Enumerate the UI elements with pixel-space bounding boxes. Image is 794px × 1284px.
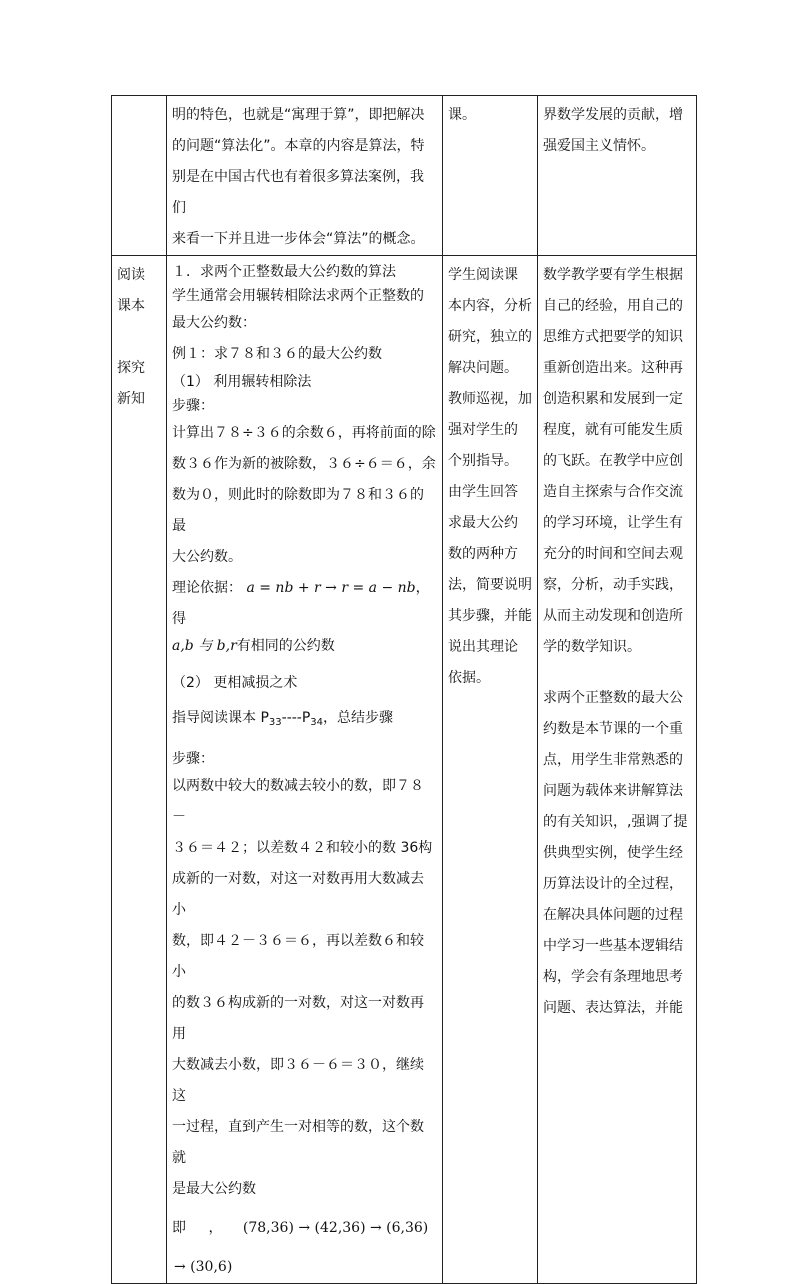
sequence-line [172, 1213, 437, 1244]
theory-tail: ，得 [172, 580, 430, 627]
row2-col2-cell [167, 256, 443, 1284]
text-line: 计算出７８÷３６的余数６，再将前面的除 [172, 425, 436, 441]
text-line: 思维方式把要学的知识 [543, 329, 683, 345]
text-line: 自己的经验，用自己的 [543, 298, 683, 314]
text-line: 造自主探索与合作交流 [543, 484, 683, 500]
activity-column [443, 256, 537, 694]
row1-col1-cell [112, 96, 167, 256]
text-line: 察，分析，动手实践， [543, 577, 683, 593]
guide-prefix: 指导阅读课本 P [172, 710, 269, 726]
text-line: 约数是本节课的一个重 [543, 721, 683, 737]
theory-line [172, 573, 437, 635]
text-line: 来看一下并且进一步体会“算法”的概念。 [172, 231, 425, 247]
row2-col1-cell [112, 256, 167, 1284]
text-line: 程度，就有可能发生质 [543, 422, 683, 438]
intent-paragraph-1 [543, 260, 691, 663]
sequence-formula-2: → (30,6) [174, 1259, 233, 1275]
text-line: 的问题“算法化”。本章的内容是算法，特 [172, 138, 425, 154]
page-subscript: 33 [268, 717, 282, 728]
text-line: 本内容，分析 [448, 298, 532, 314]
text-line: 充分的时间和空间去观 [543, 546, 683, 562]
text-line: 强爱国主义情怀。 [543, 138, 655, 154]
text-line: 创造积累和发展到一定 [543, 391, 683, 407]
table-row [112, 256, 697, 1284]
text-line: 教师巡视，加 [448, 391, 532, 407]
guide-suffix: ，总结步骤 [323, 710, 394, 726]
text-line: 解决问题。 [448, 360, 518, 376]
text-line: 数３６作为新的被除数，３６÷６＝６，余 [172, 456, 436, 472]
page-subscript: 34 [310, 717, 324, 728]
text-line: 大公约数。 [172, 549, 242, 565]
text-line: 课。 [448, 107, 476, 123]
text-line: 数的两种方 [448, 546, 518, 562]
stage-label: 阅读 [117, 267, 145, 283]
sequence-line-2 [172, 1252, 437, 1283]
sequence-formula: (78,36) → (42,36) → (6,36) [242, 1220, 429, 1236]
method-title: （1） 利用辗转相除法 [172, 374, 312, 390]
text-line: 的飞跃。在教学中应创 [543, 453, 683, 469]
text-line: 说出其理论 [448, 639, 518, 655]
row2-col3-cell [443, 256, 538, 1284]
text-line: 从而主动发现和创造所 [543, 608, 683, 624]
method-title: （2） 更相减损之术 [172, 675, 298, 691]
text-line: 一过程，直到产生一对相等的数，这个数就 [172, 1119, 424, 1166]
text-line: 是最大公约数 [172, 1181, 256, 1197]
theory-math: a,b 与 b,r [172, 638, 237, 654]
theory-text: 有相同的公约数 [236, 638, 335, 654]
table-row [112, 96, 697, 256]
text-line: 数学教学要有学生根据 [543, 267, 683, 283]
row2-col4-cell [538, 256, 697, 1284]
text-line: 数为０，则此时的除数即为７８和３６的最 [172, 487, 424, 534]
text-line: 其步骤，并能 [448, 608, 532, 624]
text-line: 大数减去小数，即３６－６＝３０，继续这 [172, 1057, 424, 1104]
text-line: 学生通常会用辗转相除法求两个正整数的 [172, 288, 424, 304]
text-line: 点，用学生非常熟悉的 [543, 752, 683, 768]
example-title: 例１：求７８和３６的最大公约数 [172, 346, 382, 362]
text-line: 在解决具体问题的过程 [543, 907, 683, 923]
stage-label: 课本 [117, 298, 145, 314]
lesson-table [111, 95, 697, 1284]
section-heading: １．求两个正整数最大公约数的算法 [172, 264, 396, 280]
text-line: 历算法设计的全过程， [543, 876, 683, 892]
text-line: 法，简要说明 [448, 577, 532, 593]
text-line: 以两数中较大的数减去较小的数，即７８－ [172, 778, 424, 825]
text-line: 强对学生的 [448, 422, 518, 438]
text-line: 学生阅读课 [448, 267, 518, 283]
text-line: 构，学会有条理地思考 [543, 969, 683, 985]
ji-comma: ， [208, 1220, 223, 1236]
text-line: 最大公约数： [172, 315, 256, 331]
text-line: 问题为载体来讲解算法 [543, 783, 683, 799]
text-line: ３６＝４２；以差数４２和较小的数 36构 [172, 840, 433, 856]
steps-label: 步骤： [172, 751, 214, 767]
text-line: 依据。 [448, 670, 490, 686]
text-line: 明的特色，也就是“寓理于算”，即把解决 [172, 107, 425, 123]
stage-label: 新知 [117, 391, 145, 407]
row1-col2-cell [167, 96, 443, 256]
guide-line [172, 703, 437, 738]
stage-label: 探究 [117, 360, 145, 376]
text-line: 成新的一对数，对这一对数再用大数减去小 [172, 871, 424, 918]
row1-col4-cell [538, 96, 697, 256]
text-line: 别是在中国古代也有着很多算法案例，我们 [172, 169, 424, 216]
text-line: 的数３６构成新的一对数，对这一对数再用 [172, 995, 424, 1042]
text-line: 求最大公约 [448, 515, 518, 531]
text-line: 的学习环境，让学生有 [543, 515, 683, 531]
ji-label: 即 [172, 1220, 186, 1236]
intent-paragraph-2 [543, 683, 691, 1024]
text-line: 中学习一些基本逻辑结 [543, 938, 683, 954]
row1-col3-cell [443, 96, 538, 256]
text-line: 的有关知识，,强调了提 [543, 814, 688, 830]
text-line: 数，即４２－３６＝６，再以差数６和较小 [172, 933, 424, 980]
text-line: 由学生回答 [448, 484, 518, 500]
theory-label: 理论依据： [172, 580, 242, 596]
theory-formula: a = nb + r → r = a − nb [246, 580, 416, 596]
text-line: 供典型实例，使学生经 [543, 845, 683, 861]
text-line: 研究，独立的 [448, 329, 532, 345]
steps-label: 步骤： [172, 398, 214, 414]
text-line: 界数学发展的贡献，增 [543, 107, 683, 123]
text-line: 学的数学知识。 [543, 639, 641, 655]
text-line: 问题、表达算法，并能 [543, 1000, 683, 1016]
theory-line-2 [172, 631, 437, 662]
text-line: 求两个正整数的最大公 [543, 690, 683, 706]
text-line: 重新创造出来。这种再 [543, 360, 683, 376]
text-line: 个别指导。 [448, 453, 518, 469]
guide-dash: ----P [281, 710, 311, 726]
